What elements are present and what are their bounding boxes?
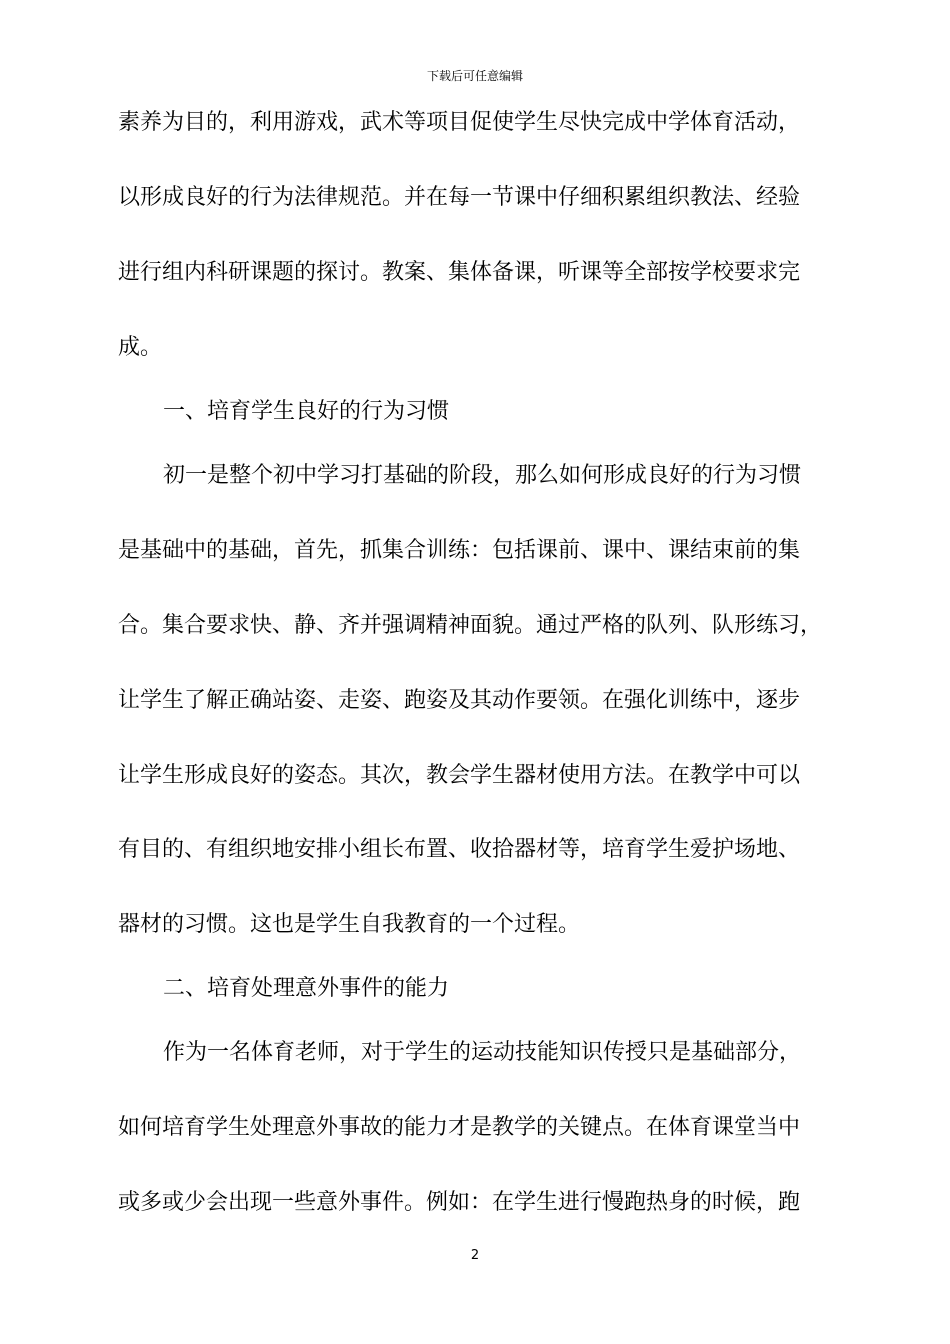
page-number: 2 (470, 1248, 480, 1263)
paragraph-line: 让学生形成良好的姿态。其次，教会学生器材使用方法。在教学中可以 (118, 763, 801, 788)
paragraph-line: 让学生了解正确站姿、走姿、跑姿及其动作要领。在强化训练中，逐步 (118, 688, 801, 713)
paragraph-line: 有目的、有组织地安排小组长布置、收拾器材等，培育学生爱护场地、 (118, 837, 801, 862)
paragraph-line: 作为一名体育老师，对于学生的运动技能知识传授只是基础部分， (163, 1040, 802, 1065)
paragraph-line: 器材的习惯。这也是学生自我教育的一个过程。 (118, 912, 581, 937)
header-note: 下载后可任意编辑 (426, 69, 523, 83)
paragraph-line: 如何培育学生处理意外事故的能力才是教学的关键点。在体育课堂当中 (118, 1115, 801, 1140)
paragraph-line: 是基础中的基础，首先，抓集合训练：包括课前、课中、课结束前的集 (118, 538, 801, 563)
paragraph-line: 以形成良好的行为法律规范。并在每一节课中仔细积累组织教法、经验 (118, 185, 801, 210)
paragraph-line: 素养为目的，利用游戏，武术等项目促使学生尽快完成中学体育活动， (118, 110, 801, 135)
section-heading: 二、培育处理意外事件的能力 (163, 976, 450, 1001)
paragraph-line: 或多或少会出现一些意外事件。例如：在学生进行慢跑热身的时候，跑 (118, 1190, 801, 1215)
paragraph-line: 初一是整个初中学习打基础的阶段，那么如何形成良好的行为习惯 (163, 463, 802, 488)
paragraph-line: 进行组内科研课题的探讨。教案、集体备课，听课等全部按学校要求完 (118, 260, 801, 285)
paragraph-line: 成。 (118, 335, 163, 360)
section-heading: 一、培育学生良好的行为习惯 (163, 399, 450, 424)
paragraph-line: 合。集合要求快、静、齐并强调精神面貌。通过严格的队列、队形练习， (118, 613, 823, 638)
